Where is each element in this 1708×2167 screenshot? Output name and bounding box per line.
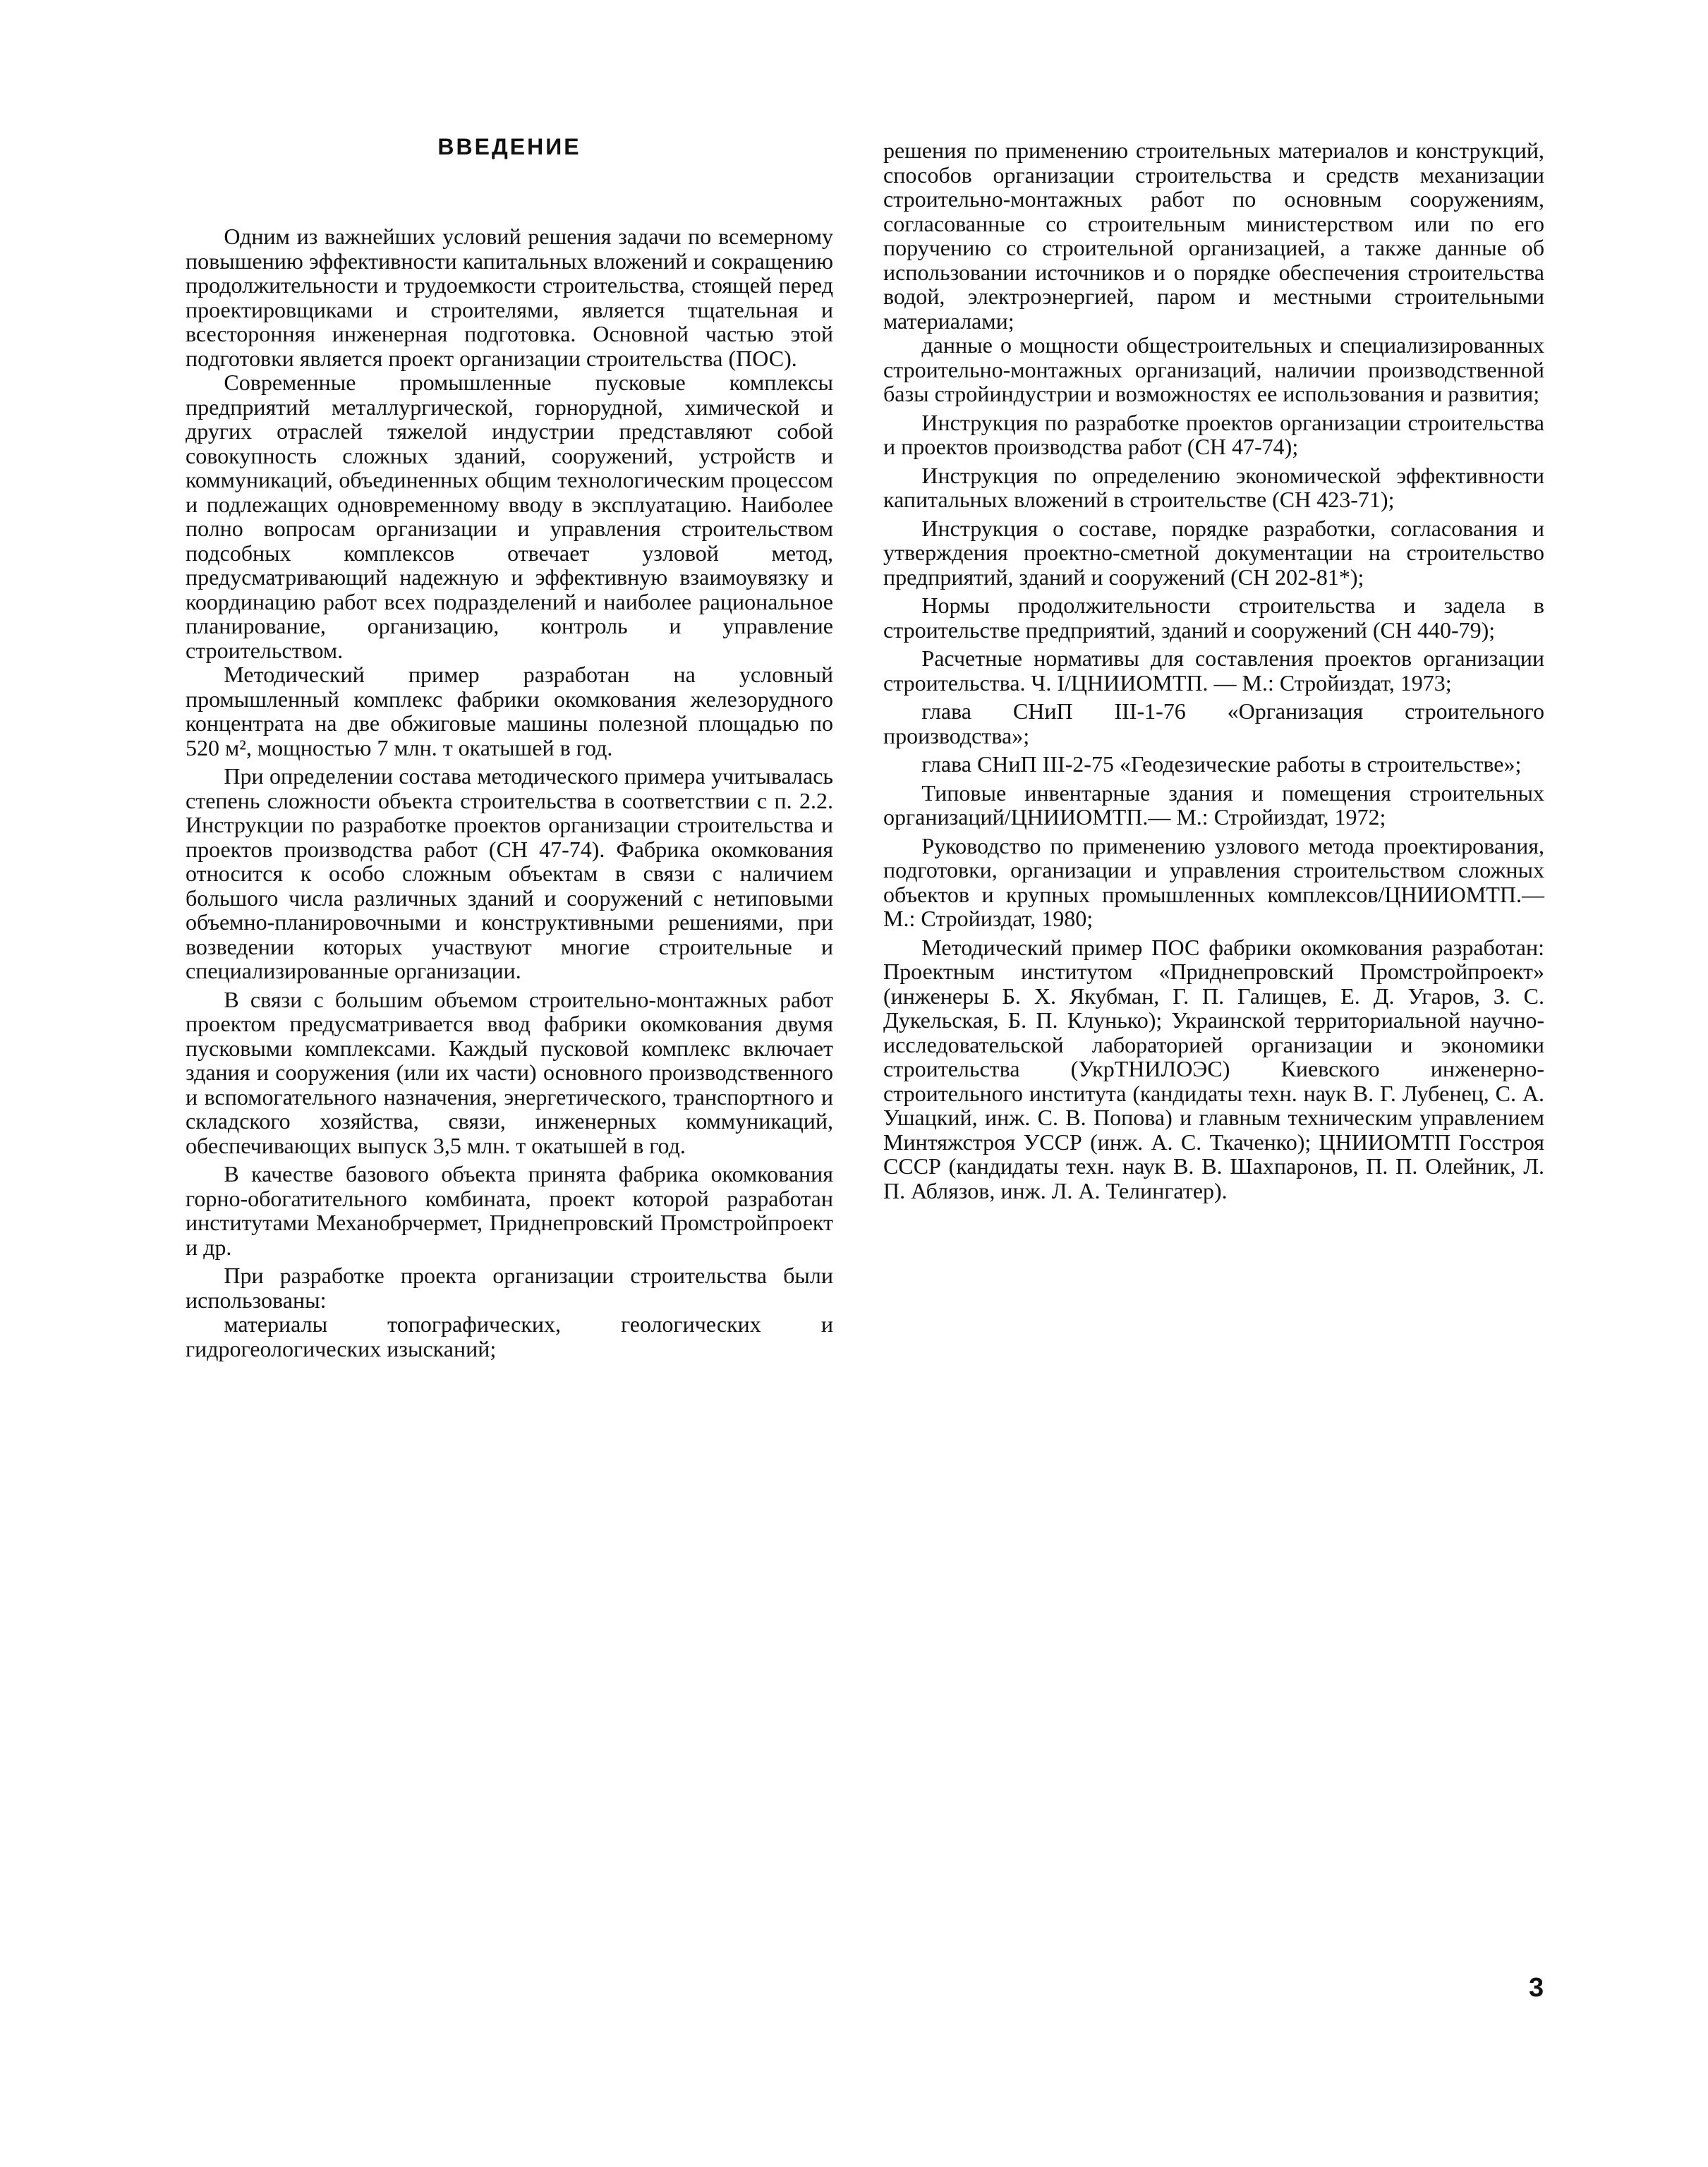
page-number: 3 [1529, 1973, 1544, 2003]
paragraph: Современные промышленные пусковые комплексы предприятий металлургической, горнорудной, химической и других отраслей тяжелой индустрии представляют собой совокупность сложных зданий, сооружений, устройств и коммуникаций, объединенных общим технологическим процессом и подлежащих одновременному вводу в эксплуатацию. Наиболее полно вопросам организации и управления строительством подсобных комплексов отвечает узловой метод, предусматривающий надежную и эффективную взаимоувязку и координацию работ всех подразделений и наиболее рациональное планирование, организацию, контроль и управление строительством. [186, 370, 833, 663]
paragraph: Методический пример разработан на условный промышленный комплекс фабрики окомкования железорудного концентрата на две обжиговые машины полезной площадью по 520 м², мощностью 7 млн. т окатышей в год. [186, 662, 833, 760]
left-column [186, 224, 833, 1361]
list-item: Инструкция по разработке проектов организации строительства и проектов производства работ (СН 47-74); [883, 409, 1544, 459]
list-item: глава СНиП III-2-75 «Геодезические работы в строительстве»; [921, 751, 1522, 777]
list-item: Инструкция о составе, порядке разработки, согласования и утверждения проектно-сметной документации на строительство предприятий, зданий и сооружений (СН 202-81*); [883, 515, 1544, 590]
right-column [883, 138, 1544, 1203]
paragraph: При определении состава методического примера учитывалась степень сложности объекта строительства в соответствии с п. 2.2. Инструкции по разработке проектов организации строительства и проектов производства работ (СН 47-74). Фабрика окомкования относится к особо сложным объектам в связи с наличием большого числа различных зданий и сооружений с нетиповыми объемно-планировочными и конструктивными решениями, при возведении которых участвуют многие строительные и специализированные организации. [186, 763, 833, 983]
list-item: Типовые инвентарные здания и помещения строительных организаций/ЦНИИОМТП.— М.: Стройиздат, 1972; [883, 779, 1544, 830]
paragraph: При разработке проекта организации строительства были использованы: [186, 1263, 833, 1313]
list-item: Инструкция по определению экономической эффективности капитальных вложений в строительстве (СН 423-71); [883, 462, 1544, 512]
list-item: Расчетные нормативы для составления проектов организации строительства. Ч. I/ЦНИИОМТП. — М.: Стройиздат, 1973; [883, 645, 1544, 696]
paragraph: Одним из важнейших условий решения задачи по всемерному повышению эффективности капитальных вложений и сокращению продолжительности и трудоемкости строительства, стоящей перед проектировщиками и строителями, является тщательная и всесторонняя инженерная подготовка. Основной частью этой подготовки является проект организации строительства (ПОС). [186, 224, 833, 371]
list-item: данные о мощности общестроительных и специализированных строительно-монтажных организаций, наличии производственной базы стройиндустрии и возможностях ее использования и развития; [883, 332, 1544, 406]
list-item: Руководство по применению узлового метода проектирования, подготовки, организации и управления строительством сложных объектов и крупных промышленных комплексов/ЦНИИОМТП.— М.: Стройиздат, 1980; [883, 832, 1544, 931]
paragraph: В связи с большим объемом строительно-монтажных работ проектом предусматривается ввод фабрики окомкования двумя пусковыми комплексами. Каждый пусковой комплекс включает здания и сооружения (или их части) основного производственного и вспомогательного назначения, энергетического, транспортного и складского хозяйства, связи, инженерных коммуникаций, обеспечивающих выпуск 3,5 млн. т окатышей в год. [186, 986, 833, 1158]
page-title: ВВЕДЕНИЕ [437, 134, 581, 159]
paragraph: Методический пример ПОС фабрики окомкования разработан: Проектным институтом «Приднепровский Промстройпроект» (инженеры Б. Х. Якубман, Г. П. Галищев, Е. Д. Угаров, З. С. Дукельская, Б. П. Клунько); Украинской территориальной научно-исследовательской лабораторией организации и экономики строительства (УкрТНИЛОЭС) Киевского инженерно-строительного института (кандидаты техн. наук В. Г. Лубенец, С. А. Ушацкий, инж. С. В. Попова) и главным техническим управлением Минтяжстроя УССР (инж. А. С. Ткаченко); ЦНИИОМТП Госстроя СССР (кандидаты техн. наук В. В. Шахпаронов, П. П. Олейник, Л. П. Аблязов, инж. Л. А. Телингатер). [883, 934, 1544, 1203]
list-item: решения по применению строительных материалов и конструкций, способов организации строительства и средств механизации строительно-монтажных работ по основным сооружениям, согласованные со строительным министерством или по его поручению со строительной организацией, а также данные об использовании источников и о порядке обеспечения строительства водой, электроэнергией, паром и местными строительными материалами; [883, 138, 1544, 334]
list-item: глава СНиП III-1-76 «Организация строительного производства»; [883, 698, 1544, 748]
list-item: Нормы продолжительности строительства и задела в строительстве предприятий, зданий и сооружений (СН 440-79); [883, 593, 1544, 643]
list-item: материалы топографических, геологических и гидрогеологических изысканий; [186, 1311, 833, 1361]
paragraph: В качестве базового объекта принята фабрика окомкования горно-обогатительного комбината, проект которой разработан институтами Механобрчермет, Приднепровский Промстройпроект и др. [186, 1161, 833, 1260]
